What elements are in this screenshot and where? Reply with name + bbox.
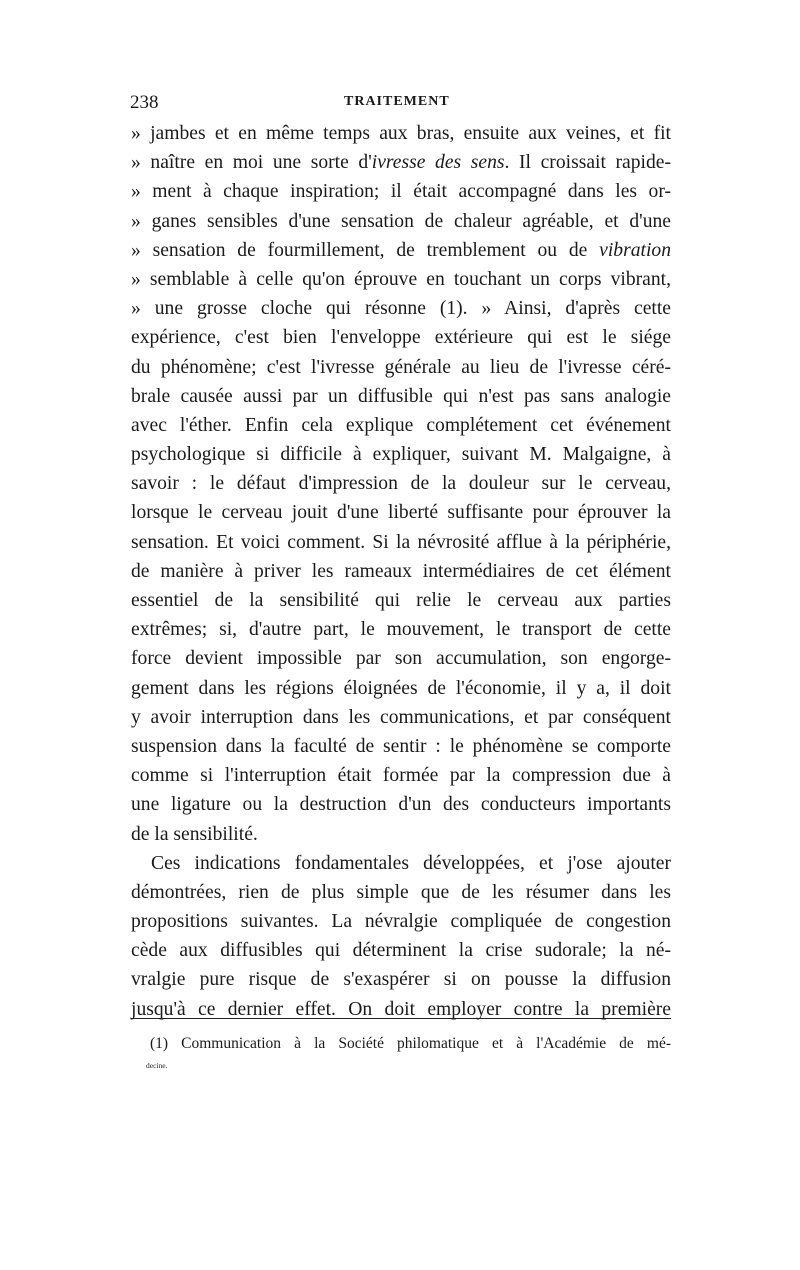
page-header [130,92,670,118]
text-line: lorsque le cerveau jouit d'une liberté suffisante pour éprouver la [131,502,671,524]
text-line: du phénomène; c'est l'ivresse générale au lieu de l'ivresse céré- [131,356,671,378]
text-line: sensation. Et voici comment. Si la névrosité afflue à la périphérie, [131,531,671,553]
text-line: démontrées, rien de plus simple que de les résumer dans les [131,881,671,903]
text-line: » sensation de fourmillement, de tremblement ou de vibration [131,239,671,261]
text-line: y avoir interruption dans les communications, et par conséquent [131,706,671,728]
footnote-divider [131,1018,671,1019]
text-line: gement dans les régions éloignées de l'économie, il y a, il doit [131,677,671,699]
text-line: savoir : le défaut d'impression de la douleur sur le cerveau, [131,473,671,495]
text-line: propositions suivantes. La névralgie compliquée de congestion [131,911,671,933]
text-line: » jambes et en même temps aux bras, ensuite aux veines, et fit [131,123,671,144]
footnote [146,1033,671,1077]
running-head: TRAITEMENT [344,94,450,109]
text-line: expérience, c'est bien l'enveloppe extérieure qui est le siége [131,327,671,349]
text-line: suspension dans la faculté de sentir : le phénomène se comporte [131,735,671,757]
text-line: une ligature ou la destruction d'un des conducteurs importants [131,794,671,816]
text-line: » une grosse cloche qui résonne (1). » Ainsi, d'après cette [131,298,671,320]
text-line: » semblable à celle qu'on éprouve en touchant un corps vibrant, [131,268,671,290]
text-line: » ganes sensibles d'une sensation de chaleur agréable, et d'une [131,210,671,232]
text-line: comme si l'interruption était formée par la compression due à [131,765,671,787]
text-line: de manière à priver les rameaux intermédiaires de cet élément [131,560,671,582]
footnote-line: (1) Communication à la Société philomatique et à l'Académie de mé- [150,1035,671,1052]
text-line: brale causée aussi par un diffusible qui n'est pas sans analogie [131,385,671,407]
text-line: » ment à chaque inspiration; il était accompagné dans les or- [131,181,671,203]
text-line: » naître en moi une sorte d'ivresse des sens. Il croissait rapide- [131,152,671,174]
text-line: extrêmes; si, d'autre part, le mouvement, le transport de cette [131,619,671,641]
text-line: force devient impossible par son accumulation, son engorge- [131,648,671,670]
text-line: essentiel de la sensibilité qui relie le cerveau aux parties [131,590,671,611]
text-line: avec l'éther. Enfin cela explique complétement cet événement [131,414,671,436]
text-line: de la sensibilité. [131,823,258,845]
footnote-line: decine. [146,1061,168,1070]
text-line: cède aux diffusibles qui déterminent la crise sudorale; la né- [131,940,671,962]
text-line: psychologique si difficile à expliquer, suivant M. Malgaigne, à [131,444,671,466]
text-line: jusqu'à ce dernier effet. On doit employer contre la première [131,998,671,1020]
body-text [131,119,671,1024]
page-number: 238 [130,92,159,113]
text-line: vralgie pure risque de s'exaspérer si on pousse la diffusion [131,969,671,991]
text-line: Ces indications fondamentales développées, et j'ose ajouter [151,852,671,874]
